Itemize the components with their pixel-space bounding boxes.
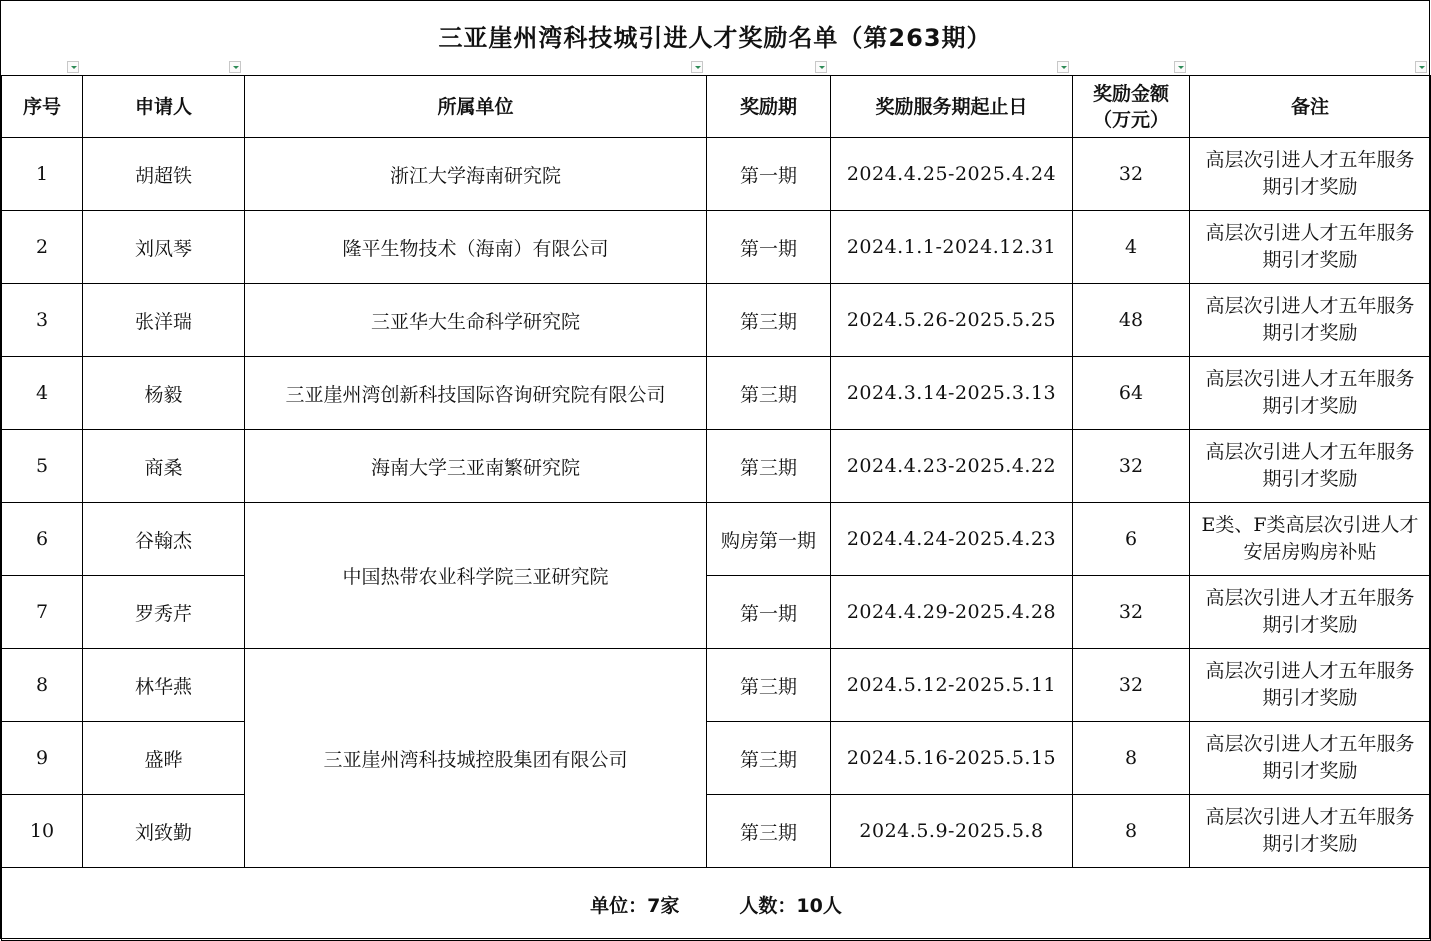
filter-dropdown-icon-remark[interactable] xyxy=(1415,61,1427,73)
table-row xyxy=(2,722,1431,795)
cell-seq[interactable]: 10 xyxy=(2,795,83,868)
cell-period[interactable]: 第三期 xyxy=(707,357,831,430)
cell-seq[interactable]: 6 xyxy=(2,503,83,576)
remark-line1: 高层次引进人才五年服务 xyxy=(1205,660,1415,682)
cell-service[interactable]: 2024.3.14-2025.3.13 xyxy=(831,357,1073,430)
cell-remark[interactable] xyxy=(1190,284,1431,357)
header-applicant[interactable]: 申请人 xyxy=(83,76,245,138)
cell-period[interactable]: 第三期 xyxy=(707,284,831,357)
cell-remark[interactable] xyxy=(1190,430,1431,503)
summary-cell[interactable] xyxy=(2,868,1431,941)
cell-amount[interactable]: 64 xyxy=(1073,357,1190,430)
remark-line1: 高层次引进人才五年服务 xyxy=(1205,441,1415,463)
cell-seq[interactable]: 3 xyxy=(2,284,83,357)
remark-line2: 期引才奖励 xyxy=(1262,468,1358,490)
header-unit[interactable]: 所属单位 xyxy=(245,76,707,138)
cell-amount[interactable]: 48 xyxy=(1073,284,1190,357)
cell-unit[interactable]: 浙江大学海南研究院 xyxy=(245,138,707,211)
cell-amount[interactable]: 6 xyxy=(1073,503,1190,576)
cell-amount[interactable]: 8 xyxy=(1073,795,1190,868)
cell-applicant[interactable]: 谷翰杰 xyxy=(83,503,245,576)
header-remark[interactable]: 备注 xyxy=(1190,76,1431,138)
cell-seq[interactable]: 9 xyxy=(2,722,83,795)
cell-remark[interactable] xyxy=(1190,649,1431,722)
header-period[interactable]: 奖励期 xyxy=(707,76,831,138)
header-row xyxy=(2,76,1431,138)
remark-line2: 安居房购房补贴 xyxy=(1243,541,1377,563)
cell-applicant[interactable]: 刘凤琴 xyxy=(83,211,245,284)
cell-seq[interactable]: 8 xyxy=(2,649,83,722)
cell-applicant[interactable]: 杨毅 xyxy=(83,357,245,430)
table-row xyxy=(2,357,1431,430)
cell-applicant[interactable]: 胡超铁 xyxy=(83,138,245,211)
table-row xyxy=(2,649,1431,722)
remark-line2: 期引才奖励 xyxy=(1262,833,1358,855)
filter-dropdown-icon-period[interactable] xyxy=(815,61,827,73)
cell-period[interactable]: 第一期 xyxy=(707,211,831,284)
summary-people: 人数：10人 xyxy=(739,894,842,917)
cell-period[interactable]: 第三期 xyxy=(707,649,831,722)
remark-line1: 高层次引进人才五年服务 xyxy=(1205,733,1415,755)
cell-remark[interactable] xyxy=(1190,722,1431,795)
cell-period[interactable]: 购房第一期 xyxy=(707,503,831,576)
filter-dropdown-icon-service[interactable] xyxy=(1057,61,1069,73)
table-row xyxy=(2,284,1431,357)
cell-seq[interactable]: 4 xyxy=(2,357,83,430)
cell-service[interactable]: 2024.4.29-2025.4.28 xyxy=(831,576,1073,649)
cell-remark[interactable] xyxy=(1190,576,1431,649)
cell-remark[interactable] xyxy=(1190,211,1431,284)
table-row xyxy=(2,503,1431,576)
remark-line1: E类、F类高层次引进人才 xyxy=(1201,514,1419,536)
header-seq[interactable]: 序号 xyxy=(2,76,83,138)
cell-service[interactable]: 2024.5.26-2025.5.25 xyxy=(831,284,1073,357)
cell-period[interactable]: 第三期 xyxy=(707,722,831,795)
cell-period[interactable]: 第一期 xyxy=(707,138,831,211)
cell-applicant[interactable]: 盛晔 xyxy=(83,722,245,795)
summary-units: 单位：7家 xyxy=(590,894,680,917)
table-row xyxy=(2,211,1431,284)
table-row xyxy=(2,138,1431,211)
footer-row xyxy=(2,868,1431,941)
remark-line2: 期引才奖励 xyxy=(1262,687,1358,709)
cell-unit-merged[interactable]: 三亚崖州湾科技城控股集团有限公司 xyxy=(245,649,707,868)
cell-unit-merged[interactable]: 中国热带农业科学院三亚研究院 xyxy=(245,503,707,649)
table-row xyxy=(2,430,1431,503)
cell-unit[interactable]: 海南大学三亚南繁研究院 xyxy=(245,430,707,503)
header-amount[interactable] xyxy=(1073,76,1190,138)
remark-line2: 期引才奖励 xyxy=(1262,249,1358,271)
remark-line1: 高层次引进人才五年服务 xyxy=(1205,222,1415,244)
cell-service[interactable]: 2024.4.25-2025.4.24 xyxy=(831,138,1073,211)
cell-applicant[interactable]: 商桑 xyxy=(83,430,245,503)
filter-dropdown-icon-amount[interactable] xyxy=(1174,61,1186,73)
cell-period[interactable]: 第一期 xyxy=(707,576,831,649)
header-amount-line2: （万元） xyxy=(1092,108,1169,131)
remark-line2: 期引才奖励 xyxy=(1262,322,1358,344)
cell-remark[interactable] xyxy=(1190,503,1431,576)
remark-line1: 高层次引进人才五年服务 xyxy=(1205,587,1415,609)
remark-line1: 高层次引进人才五年服务 xyxy=(1205,149,1415,171)
cell-applicant[interactable]: 林华燕 xyxy=(83,649,245,722)
filter-dropdown-icon-applicant[interactable] xyxy=(229,61,241,73)
cell-amount[interactable]: 32 xyxy=(1073,576,1190,649)
cell-period[interactable]: 第三期 xyxy=(707,795,831,868)
remark-line2: 期引才奖励 xyxy=(1262,614,1358,636)
header-service[interactable]: 奖励服务期起止日 xyxy=(831,76,1073,138)
remark-line2: 期引才奖励 xyxy=(1262,395,1358,417)
cell-seq[interactable]: 2 xyxy=(2,211,83,284)
sheet-title: 三亚崖州湾科技城引进人才奖励名单（第263期） xyxy=(438,24,992,52)
remark-line1: 高层次引进人才五年服务 xyxy=(1205,368,1415,390)
cell-amount[interactable]: 4 xyxy=(1073,211,1190,284)
cell-remark[interactable] xyxy=(1190,138,1431,211)
cell-seq[interactable]: 1 xyxy=(2,138,83,211)
cell-applicant[interactable]: 刘致勤 xyxy=(83,795,245,868)
cell-remark[interactable] xyxy=(1190,795,1431,868)
cell-service[interactable]: 2024.4.24-2025.4.23 xyxy=(831,503,1073,576)
cell-unit[interactable]: 隆平生物技术（海南）有限公司 xyxy=(245,211,707,284)
cell-service[interactable]: 2024.5.9-2025.5.8 xyxy=(831,795,1073,868)
cell-amount[interactable]: 8 xyxy=(1073,722,1190,795)
cell-period[interactable]: 第三期 xyxy=(707,430,831,503)
cell-seq[interactable]: 5 xyxy=(2,430,83,503)
cell-service[interactable]: 2024.5.16-2025.5.15 xyxy=(831,722,1073,795)
header-amount-line1: 奖励金额 xyxy=(1092,82,1169,105)
remark-line1: 高层次引进人才五年服务 xyxy=(1205,806,1415,828)
cell-amount[interactable]: 32 xyxy=(1073,430,1190,503)
remark-line2: 期引才奖励 xyxy=(1262,760,1358,782)
remark-line2: 期引才奖励 xyxy=(1262,176,1358,198)
table-row xyxy=(2,576,1431,649)
cell-unit[interactable]: 三亚华大生命科学研究院 xyxy=(245,284,707,357)
cell-service[interactable]: 2024.5.12-2025.5.11 xyxy=(831,649,1073,722)
filter-dropdown-icon-seq[interactable] xyxy=(67,61,79,73)
cell-amount[interactable]: 32 xyxy=(1073,138,1190,211)
cell-amount[interactable]: 32 xyxy=(1073,649,1190,722)
cell-remark[interactable] xyxy=(1190,357,1431,430)
table-row xyxy=(2,795,1431,868)
cell-service[interactable]: 2024.1.1-2024.12.31 xyxy=(831,211,1073,284)
cell-applicant[interactable]: 张洋瑞 xyxy=(83,284,245,357)
award-table xyxy=(1,75,1431,941)
cell-applicant[interactable]: 罗秀芹 xyxy=(83,576,245,649)
cell-service[interactable]: 2024.4.23-2025.4.22 xyxy=(831,430,1073,503)
cell-seq[interactable]: 7 xyxy=(2,576,83,649)
filter-dropdown-icon-unit[interactable] xyxy=(691,61,703,73)
remark-line1: 高层次引进人才五年服务 xyxy=(1205,295,1415,317)
cell-unit[interactable]: 三亚崖州湾创新科技国际咨询研究院有限公司 xyxy=(245,357,707,430)
